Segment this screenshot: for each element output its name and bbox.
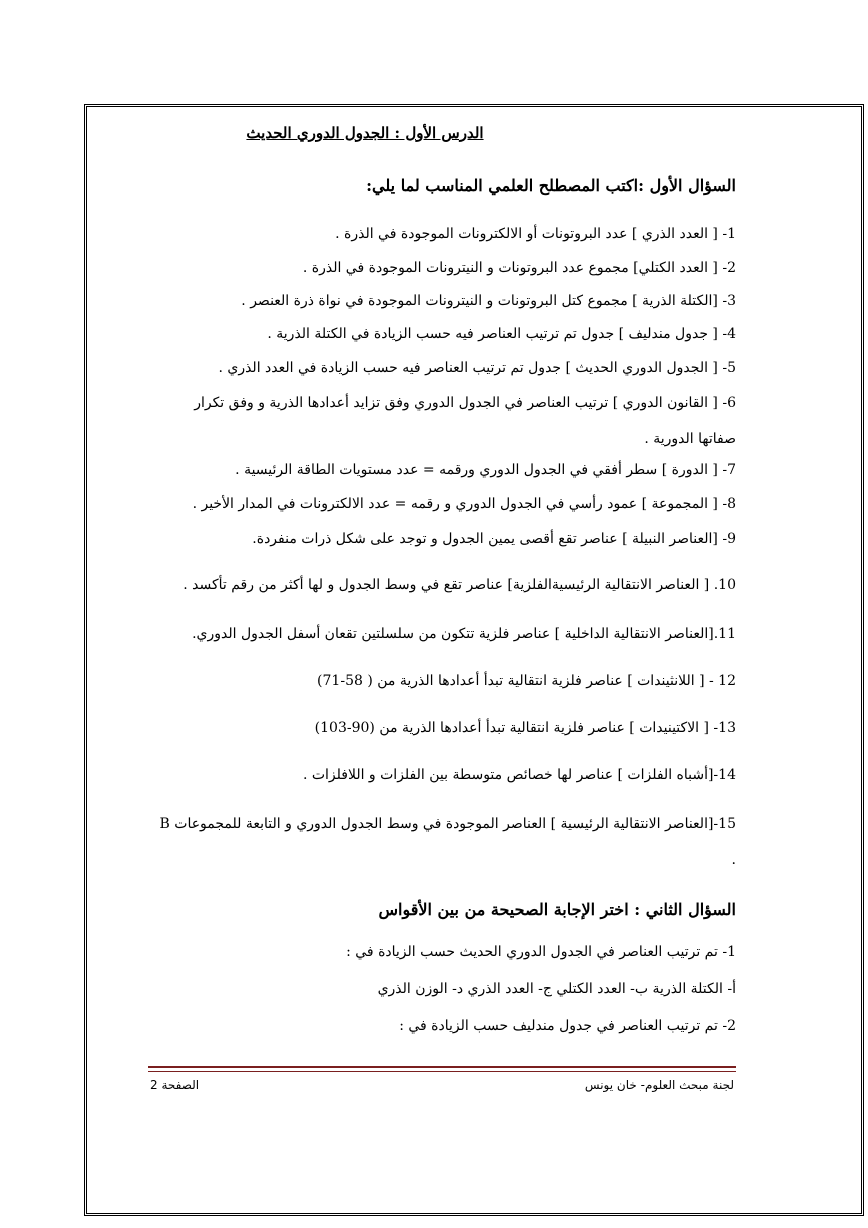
footer-rule: [148, 1066, 736, 1068]
q1-item-13: 13- [ الاكتينيدات ] عناصر فلزية انتقالية تبدأ أعدادها الذرية من (90-103): [314, 720, 736, 736]
footer-rule-thin: [148, 1071, 736, 1072]
q2-item-2: 2- تم ترتيب العناصر في جدول مندليف حسب الزيادة في :: [399, 1018, 736, 1034]
page-number: الصفحة 2: [150, 1078, 200, 1092]
q2-item-1: 1- تم ترتيب العناصر في الجدول الدوري الحديث حسب الزيادة في :: [346, 944, 736, 960]
footer-committee: لجنة مبحث العلوم- خان يونس: [584, 1078, 734, 1092]
q1-item-8: 8- [ المجموعة ] عمود رأسي في الجدول الدوري و رقمه = عدد الالكترونات في المدار الأخير .: [192, 496, 736, 512]
q1-item-5: 5- [ الجدول الدوري الحديث ] جدول تم ترتيب العناصر فيه حسب الزيادة في العدد الذري .: [218, 360, 736, 376]
q1-item-15: 15-[العناصر الانتقالية الرئيسية ] العناصر الموجودة في وسط الجدول الدوري و التابعة للمجموعات B .: [159, 816, 736, 868]
q1-item-12: 12 - [ اللانثيندات ] عناصر فلزية انتقالية تبدأ أعدادها الذرية من ( 58-71): [317, 673, 736, 689]
q1-item-3: 3- [الكتلة الذرية ] مجموع كتل البروتونات و النيترونات الموجودة في نواة ذرة العنصر .: [241, 293, 736, 309]
q2-item-1-choices: أ- الكتلة الذرية ب- العدد الكتلي ج- العدد الذري د- الوزن الذري: [377, 981, 736, 997]
q1-item-7: 7- [ الدورة ] سطر أفقي في الجدول الدوري ورقمه = عدد مستويات الطاقة الرئيسية .: [235, 462, 736, 478]
q1-item-2: 2- [ العدد الكتلي] مجموع عدد البروتونات و النيترونات الموجودة في الذرة .: [302, 260, 736, 276]
question-1-heading: السؤال الأول :اكتب المصطلح العلمي المناسب لما يلي:: [366, 176, 736, 195]
question-2-heading: السؤال الثاني : اختر الإجابة الصحيحة من بين الأقواس: [378, 900, 736, 919]
lesson-title: الدرس الأول : الجدول الدوري الحديث: [246, 124, 484, 142]
q1-item-4: 4- [ جدول مندليف ] جدول تم ترتيب العناصر فيه حسب الزيادة في الكتلة الذرية .: [267, 326, 736, 342]
q1-item-10: 10. [ العناصر الانتقالية الرئيسيةالفلزية] عناصر تقع في وسط الجدول و لها أكثر من رقم تأكسد .: [183, 577, 736, 593]
q1-item-1: 1- [ العدد الذري ] عدد البروتونات أو الالكترونات الموجودة في الذرة .: [335, 226, 736, 242]
q1-item-14: 14-[أشباه الفلزات ] عناصر لها خصائص متوسطة بين الفلزات و اللافلزات .: [302, 767, 736, 783]
q1-item-9: 9- [العناصر النبيلة ] عناصر تقع أقصى يمين الجدول و توجد على شكل ذرات منفردة.: [252, 531, 736, 547]
q1-item-6: 6- [ القانون الدوري ] ترتيب العناصر في الجدول الدوري وفق تزايد أعدادها الذرية و وفق تكرار صفاتها الدورية .: [194, 395, 736, 447]
q1-item-11: 11.[العناصر الانتقالية الداخلية ] عناصر فلزية تتكون من سلسلتين تقعان أسفل الجدول الدوري.: [192, 626, 736, 642]
